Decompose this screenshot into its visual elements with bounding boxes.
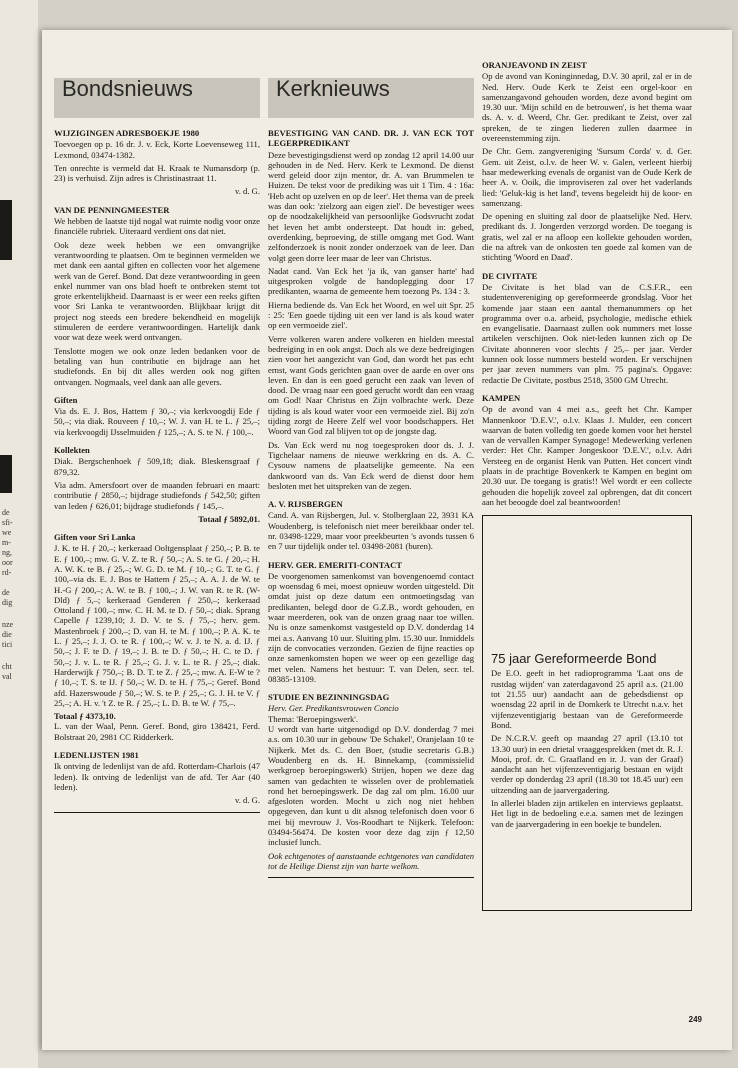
article-text: De voorgenomen samenkomst van bovengenoemd contact op woensdag 6 mei, moest opnieuw worden uitgesteld. Dit omdat juist op deze datum een ontmoetingsdag van predikanten, belegd door de G.Z.B., wordt gehouden, en waar meerderen, ook van de onzen graag naar toe willen. Nu is onze samenkomst vastgesteld op D.V. donderdag 14 mei a.s. Aanvang 10 uur. Sluiting plm. 15.30 uur. Inmiddels zijn de convocaties verzonden. Gezien de fijne reacties op onze samenkomsten hopen we weer op een gezellige dag met velen. Namens het bestuur: T. van Delen, secr. tel. 08385-13109. [268,570,474,684]
article-text: Ook deze week hebben we een omvangrijke verantwoording te plaatsen. Om te beginnen vermelden we met dank een aantal giften en collecten voor het algemene werk van de Geref. Bond. Dat deze verantwoording in geen enkel nummer van ons blad hoeft te ontbreken stemt tot grote erkentelijkheid. Daarnaast is er weer een reeks giften voor Sri Lanka te verantwoorden. Blijkbaar krijgt dit project nog steeds een bredere bekendheid en mogelijk stimuleren de eerdere verantwoordingen. Hartelijk dank voor wat deze week werd ontvangen. [54,239,260,343]
prev-fragment: sfi- [2,518,13,527]
column-rule [268,877,474,878]
article-title: ORANJEAVOND IN ZEIST [482,60,587,70]
article-text: Toevoegen op p. 16 dr. J. v. Eck, Korte Loevenseweg 111, Lexmond, 03474-1382. [54,139,260,160]
article-text: Tenslotte mogen we ook onze leden bedanken voor de betaling van hun contributie en bijdrage aan het studiefonds. En bij dit alles werden ook nog giften ontvangen. Nogmaals, veel dank aan alle gevers. [54,345,260,387]
article-text: Op de avond van 4 mei a.s., geeft het Chr. Kamper Mannenkoor 'D.E.V.', o.l.v. Klaas J. Mulder, een concert waarvan de baten volledig ten goede komen voor het herstel van de vervallen Kamper Synagoge! Medewerking verlenen verder: Het Chr. Kamper Jongeskoor 'D.E.V.', o.l.v. Adri Versteeg en de organist Henk van Putten. Het concert vindt plaats in de prachtige Bovenkerk te Kampen en begint om 20.30 uur. De toegang is gratis!! Wel wordt er een collecte gehouden die hopelijk zoveel zal opbrengen, dat dit concert aan het beoogde doel zal beantwoorden! [482,404,692,507]
article-text: De Civitate is het blad van de C.S.F.R., een studentenvereniging op gereformeerde grondslag. Voor het komende jaar staan een aantal themanummers op het programma over o.a. arbeid, psychologie, medische ethiek en evangelisatie. Daarnaast zullen ook nummers met losse artikelen verschijnen. Ook niet-leden kunnen zich op De Civitate abonneren voor slechts ƒ 25,– per jaar. Verder kunnen ook losse nummers besteld worden. Er verschijnen per jaar zeven nummers van plm. 75 pagina's. Opgave: redactie De Civitate, postbus 2518, 3500 GM Utrecht. [482,281,692,385]
article-title: LEDENLIJSTEN 1981 [54,750,139,761]
article-text: Via ds. E. J. Bos, Hattem ƒ 30,–; via kerkvoogdij Ede ƒ 50,–; via diak. Rouveen ƒ 10,–; W. J. van H. te L. ƒ 25,–; via kerkvoogdij IJsselmuiden ƒ 125,–; A. S. te N. ƒ 100,–. [54,406,260,437]
column-kerknieuws [268,70,474,1010]
prev-fragment: cht [2,662,12,671]
article-text: We hebben de laatste tijd nogal wat ruimte nodig voor onze financiële rubriek. Uiteraard verdient ons dat niet. [54,216,260,237]
prev-fragment: tici [2,640,13,649]
article-text: Ten onrechte is vermeld dat H. Kraak te Numansdorp (p. 23) is verhuisd. Zijn adres is Christinastraat 11. [54,162,260,184]
article-title: DE CIVITATE [482,270,538,281]
article-text: J. K. te H. ƒ 20,–; kerkeraad Ooltgensplaat ƒ 250,–; P. B. te E. ƒ 100,–; mw. G. V. Z. te R. ƒ 50,–; A. S. te G. ƒ 20,–; H. A. W. K. te B. ƒ 25,–; W. G. D. te M. ƒ 10,–; G. T. te G. ƒ 100,–via ds. E. J. Bos te Hattem ƒ 25,–; A. A. J. de W. te H.-G ƒ 200,–; A. W. te B. ƒ 100,–; J. W. van R. te R. (W-Dld) ƒ 5,–; kerkeraad Genderen ƒ 250,–; kerkeraad Ottoland ƒ 100,–; mw. C. H. M. te D. ƒ 50,–; diak. Sprang Capelle ƒ 1239,10; J. D. V. te S. ƒ 75,–; herv. gem. Mastenbroek ƒ 200,–; D. van H. te M. ƒ 100,–; P. A. K. te L. ƒ 25,–; J. J. O. te R. ƒ 100,–; W. v. J. te N. a. d. IJ. ƒ 50,–; J. F. te D. ƒ 19,–; J. B. te D. ƒ 50,–; H. C. te D. ƒ 50,–; J. v. L. te R. ƒ 25,–; G. J. v. L. te R. ƒ 25,–; diak. Harderwijk ƒ 750,–; B. D. T. te Z. ƒ 25,–; mw. A. E-W te ? ƒ 10,–; T. S. te IJ. ƒ 50,–; W. D. te H. ƒ 75,–; Geref. Bond afd. Hazerswoude ƒ 50,–; W. S. te P. ƒ 25,–; G. J. H. te V. ƒ 25,–; A. H. v. 't Z. te R. ƒ 25,–; L. D. B. te W. ƒ 75,–. [54,543,260,708]
article-text: Op de avond van Koninginnedag, D.V. 30 april, zal er in de Ned. Herv. Oude Kerk te Zeist een orgel-koor en samenzangavond gehouden worden, deze avond begint om 19.30 uur. 'Mijn schild en de betrouwen', is het thema waar ds. A. v. d. Weerd, Chr. Ger. predikant te Zeist, over zal spreken, de te zingen liederen zullen daarmee in overeenstemming zijn. [482,71,692,144]
prev-fragment: oor [2,558,13,567]
prev-fragment: ng, [2,548,12,557]
section-title: Bondsnieuws [62,76,193,101]
article-title: STUDIE EN BEZINNINGSDAG [268,692,390,703]
article-text: Thema: 'Beroepingswerk'. [268,713,358,724]
article-text: Nadat cand. Van Eck het 'ja ik, van ganser harte' had uitgesproken volgde de handoplegging door 17 predikanten, waarna de gemeente hem toezong Ps. 134 : 3. [268,265,474,297]
prev-fragment: de [2,508,10,517]
prev-fragment: we [2,528,12,537]
prev-page-graphic [0,200,12,260]
box-text: In allerlei bladen zijn artikelen en interviews geplaatst. Het ligt in de bedoeling e.e.a. samen met de lezingen van de jaarvergadering in een boekje te bundelen. [491,798,683,829]
prev-fragment: rd- [2,568,12,577]
article-text: Via adm. Amersfoort over de maanden februari en maart: contributie ƒ 2850,–; bijdrage studiefonds ƒ 542,50; giften van leden ƒ 626,01; bijdrage studiefonds ƒ 145,–. [54,479,260,511]
article-title: BEVESTIGING VAN CAND. DR. J. VAN ECK TOT LEGERPREDIKANT [268,128,474,149]
prev-fragment: dig [2,598,13,607]
article-title: A. V. RIJSBERGEN [268,499,343,510]
article-title: HERV. GER. EMERITI-CONTACT [268,559,403,570]
article-text: De Chr. Gem. zangvereniging 'Sursum Corda' v. d. Ger. Gem. uit Zeist, o.l.v. de heer W. v. Galen, verleent hierbij haar medewerking evenals de organist van de Oude Kerk de heer A. v. Ooik, die improviseren zal over het vaderlands lied: 'Geluk-kig is het land', tevens begeleidt hij de koor- en samenzang. [482,146,692,208]
article-text: Ds. Van Eck werd nu nog toegesproken door ds. J. J. Tigchelaar namens de nieuwe werkkring en ds. A. C. Cysouw namens de plaatselijke gemeente. Na een dankwoord van ds. Van Eck werd de dienst door hem besloten met het uitspreken van de zegen. [268,439,474,491]
prev-fragment: m- [2,538,11,547]
article-text: Diak. Bergschenhoek ƒ 509,18; diak. Bleskensgraaf ƒ 879,32. [54,456,260,477]
total-amount: Totaal ƒ 5892,01. [198,513,260,524]
article-text: Verre volkeren waren andere volkeren en hielden meestal bedreiging in en ook angst. Doch als we deze bedreigingen zien voor het aangezicht van God, dan wordt het pas echt ernst, want Gods gerichten gaan over de aarde en over ons leven. En dan is een goed gerucht een zaak van leven of dood. De vraag naar een goed gerucht wordt dan een vraag om God! Naar Christus en Zijn volbrachte werk. Deze tijding is als koud water voor een vermoeide ziel. Bij zo'n tijding zorgt de Heere Zelf wel voor boodschappers. Het Woord van God zal blijven tot op de jongste dag. [268,333,474,437]
section-header-kerknieuws [268,78,474,118]
previous-page-edge [0,0,38,1068]
box-title: 75 jaar Gereformeerde Bond [491,651,657,667]
article-text: Deze bevestigingsdienst werd op zondag 12 april 14.00 uur gehouden in de Ned. Herv. Kerk te Lexmond. De dienst werd geleid door zijn mentor, dr. A. van Brummelen te Huizen. De tekst voor de prediking was uit 1 Tim. 4 : 16a: 'Heb acht op uzelven en op de leer'. Het thema van de preek was dan ook: 'zielzorg aan eigen ziel'. De bevestiger wees op de noodzakelijkheid van persoonlijke Godsvrucht zodat het leven het ambt ondersteept. Dat houdt in: gebed, overdenking, beproeving, de stille omgang met God. Want zelfonderzoek is nooit zonder onderzoek van de leer. Dan volgt geen dorre leer maar de leer van Christus. [268,149,474,263]
article-text: Hierna bediende ds. Van Eck het Woord, en wel uit Spr. 25 : 25: 'Een goede tijding uit een ver land is als koud water op een vermoeide ziel'. [268,299,474,331]
box-text: De E.O. geeft in het radioprogramma 'Laat ons de rustdag wijden' van zaterdagavond 25 april a.s. (21.00 tot 21.55 uur) aandacht aan de gebedsdienst op woensdag 22 april in de Domkerk te Utrecht n.a.v. het vijfenzeventigjarig bestaan van de Gereformeerde Bond. [491,668,683,730]
article-text: U wordt van harte uitgenodigd op D.V. donderdag 7 mei a.s. om 10.30 uur in gebouw 'De Schakel', Oranjelaan 10 te Nijkerk. Met ds. C. den Boer, (studie secretaris G.B.) Woudenberg en ds. H. Binnekamp, (commissielid werkgroep beroepingswerk) Strijen, hopen we deze dag samen van gedachten te wisselen over de problematiek rond het beroepingswerk. De dag zal om plm. 16.00 uur afgesloten worden. Mocht u zich nog niet hebben opgegeven, dan kunt u dit alsnog telefonisch doen voor 6 mei bij mevrouw J. Vos-Roodhart te Nijkerk. Telefoon: 03494-56474. De kosten voor deze dag zijn ƒ 12,50 inclusief lunch. [268,724,474,848]
subheading: Giften voor Sri Lanka [54,532,136,543]
section-header-bondsnieuws [54,78,260,118]
column-rule [54,812,260,813]
subheading: Kollekten [54,445,90,456]
prev-page-graphic [0,455,12,493]
article-text: Ik ontving de ledenlijst van de afd. Rotterdam-Charlois (47 leden). Ik ontving de ledenlijst van de afd. Ter Aar (40 leden). [54,761,260,792]
article-title: VAN DE PENNINGMEESTER [54,204,170,215]
article-text: De opening en sluiting zal door de plaatselijke Ned. Herv. predikant ds. J. Jongerden verzorgd worden. De toegang is gratis, wel zal er na afloop een kollekte gehouden worden, die na aftrek van de onkosten ten goede zal komen van de stichting 'Woord en Daad'. [482,211,692,263]
article-text: Ook echtgenotes of aanstaande echtgenotes van candidaten tot de Heilige Dienst zijn van harte welkom. [268,850,474,871]
announcement-box [482,515,692,911]
subheading: Giften [54,394,78,405]
article-subtitle: Herv. Ger. Predikantsvrouwen Concio [268,703,399,714]
section-title: Kerknieuws [276,76,390,101]
article-text: Cand. A. van Rijsbergen, Jul. v. Stolberglaan 22, 3931 KA Woudenberg, is telefonisch niet meer bereikbaar onder tel. nr. 03498-1229, maar voor preekbeurten 's avonds tussen 6 en 7 uur tijdelijk onder tel. 03498-2081 (buren). [268,510,474,552]
prev-fragment: die [2,630,12,639]
prev-fragment: de [2,588,10,597]
signature: v. d. G. [235,186,260,197]
article-title: WIJZIGINGEN ADRESBOEKJE 1980 [54,128,200,138]
page-number: 249 [688,1015,702,1024]
magazine-page [42,30,732,1050]
signature: v. d. G. [235,795,260,806]
column-right [482,58,692,1018]
column-bondsnieuws [54,70,260,1010]
article-title: KAMPEN [482,392,521,403]
box-text: De N.C.R.V. geeft op maandag 27 april (13.10 tot 13.30 uur) in een drietal vraaggesprekken (met dr. R. J. Mooi, prof. dr. C. Graafland en ir. J. van der Graaf) aandacht aan het vijfenzeventigjarig bestaan en wijdt verder op donderdag 23 april (18.30 tot 18.45 uur) een uitzending aan de jaarvergadering. [491,733,683,795]
prev-fragment: val [2,672,12,681]
article-text: L. van der Waal, Penn. Geref. Bond, giro 138421, Ferd. Bolstraat 20, 2981 CC Ridderkerk. [54,721,260,742]
prev-fragment: nze [2,620,14,629]
total-amount: Totaal ƒ 4373,10. [54,711,116,722]
